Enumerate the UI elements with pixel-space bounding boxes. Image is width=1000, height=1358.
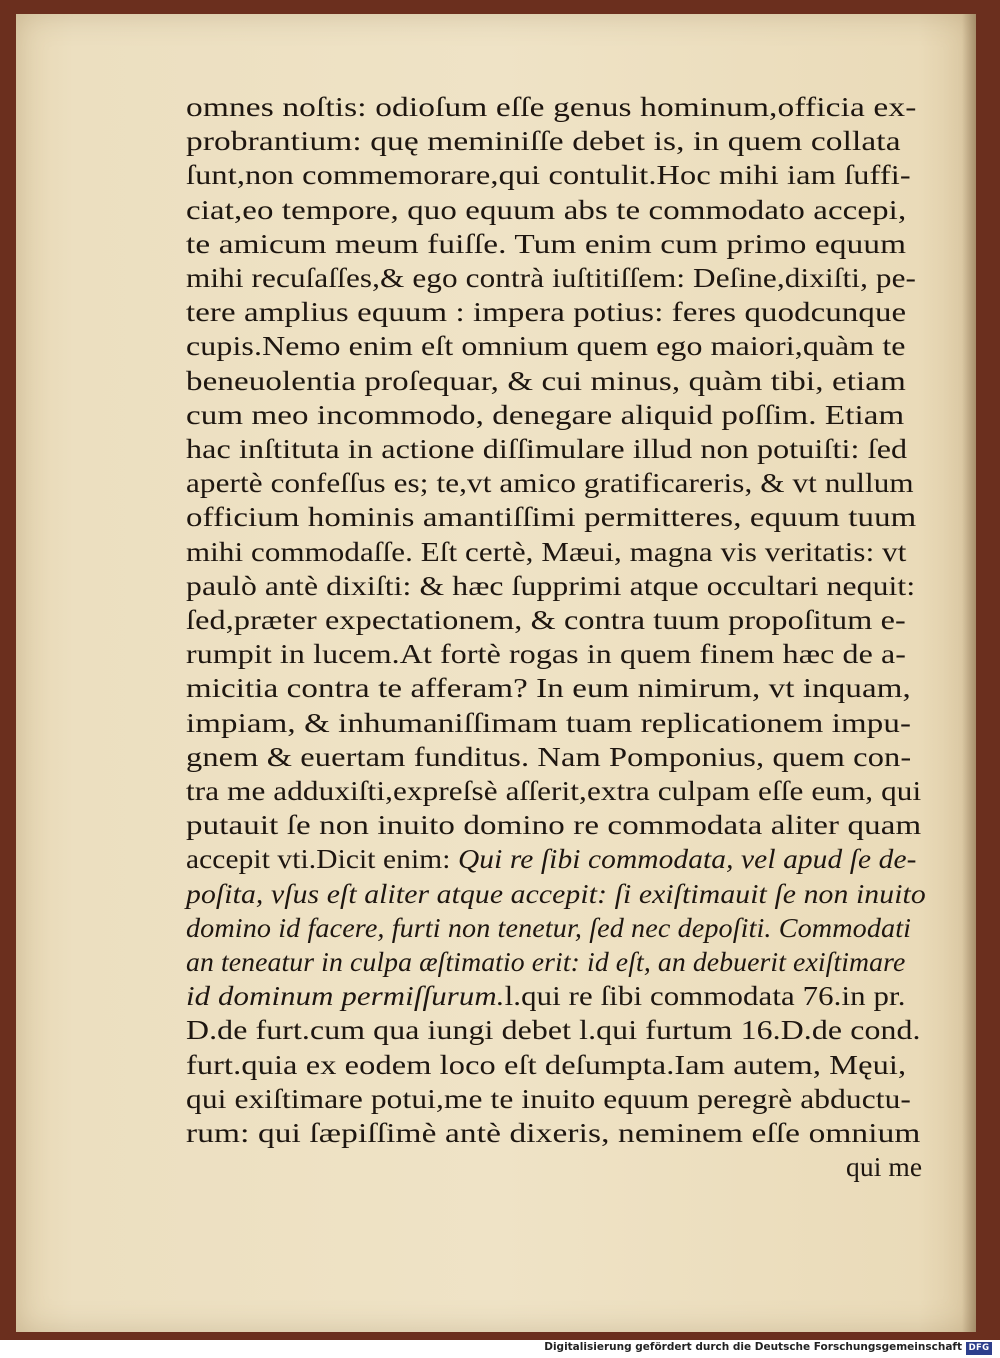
text-line: probrantium: quę meminiſſe debet is, in quem collata bbox=[186, 125, 901, 157]
text-line: apertè confeſſus es; te,vt amico gratificareris, & vt nullum bbox=[186, 467, 914, 499]
text-line: qui exiſtimare potui,me te inuito equum peregrè abductu- bbox=[186, 1082, 912, 1114]
text-line: furt.quia ex eodem loco eſt deſumpta.Iam autem, Męui, bbox=[186, 1048, 907, 1080]
text-line: ciat,eo tempore, quo equum abs te commodato accepi, bbox=[186, 193, 907, 225]
catchword: qui me bbox=[846, 1151, 923, 1183]
roman-text: l.qui re ſibi commodata 76.in pr. bbox=[504, 980, 906, 1012]
italic-quote: Qui re ſibi commodata, vel apud ſe de- bbox=[457, 843, 917, 875]
text-line: gnem & euertam funditus. Nam Pomponius, quem con- bbox=[186, 740, 912, 772]
text-line: omnes noſtis: odioſum eſſe genus hominum,officia ex- bbox=[186, 91, 917, 122]
text-line: hac inſtituta in actione diſſimulare illud non potuiſti: ſed bbox=[186, 433, 908, 464]
footer-credit: Digitalisierung gefördert durch die Deutsche Forschungsgemeinschaft bbox=[544, 1341, 962, 1353]
text-line: officium hominis amantiſſimi permitteres, equum tuum bbox=[186, 501, 917, 533]
dfg-logo: DFG bbox=[966, 1342, 992, 1355]
text-line: rum: qui ſæpiſſimè antè dixeris, neminem eſſe omnium bbox=[186, 1117, 921, 1148]
footer bbox=[0, 1340, 1000, 1358]
italic-quote: id dominum permiſſurum. bbox=[186, 980, 505, 1012]
text-line: D.de furt.cum qua iungi debet l.qui furtum 16.D.de cond. bbox=[186, 1014, 921, 1046]
text-line: poſita, vſus eſt aliter atque accepit: ſi exiſtimauit ſe non inuito bbox=[186, 877, 926, 909]
text-line: an teneatur in culpa æſtimatio erit: id eſt, an debuerit exiſtimare bbox=[186, 946, 906, 977]
text-line bbox=[186, 842, 916, 876]
text-line: cupis.Nemo enim eſt omnium quem ego maiori,quàm te bbox=[186, 330, 906, 362]
text-line bbox=[186, 979, 906, 1013]
text-line: ſed,præter expectationem, & contra tuum propoſitum e- bbox=[186, 604, 906, 635]
text-line: tra me adduxiſti,expreſsè aſſerit,extra culpam eſſe eum, qui bbox=[186, 775, 922, 806]
text-line: paulò antè dixiſti: & hæc ſupprimi atque occultari nequit: bbox=[186, 569, 916, 601]
text-line: mihi commodaſſe. Eſt certè, Mæui, magna vis veritatis: vt bbox=[186, 535, 907, 567]
text-line: putauit ſe non inuito domino re commodata aliter quam bbox=[186, 809, 922, 841]
text-line: beneuolentia proſequar, & cui minus, quàm tibi, etiam bbox=[186, 364, 906, 396]
text-line: ſunt,non commemorare,qui contulit.Hoc mihi iam ſuffi- bbox=[186, 159, 911, 191]
text-line: rumpit in lucem.At fortè rogas in quem finem hæc de a- bbox=[186, 638, 907, 670]
text-line: mihi recuſaſſes,& ego contrà iuſtitiſſem: Deſine,dixiſti, pe- bbox=[186, 262, 917, 293]
page-edge-shadow bbox=[962, 14, 976, 1332]
roman-text: accepit vti.Dicit enim: bbox=[186, 843, 458, 875]
text-line: te amicum meum fuiſſe. Tum enim cum primo equum bbox=[186, 227, 907, 259]
text-line: domino id facere, furti non tenetur, ſed nec depoſiti. Commodati bbox=[186, 911, 912, 943]
text-line: cum meo incommodo, denegare aliquid poſſim. Etiam bbox=[186, 398, 905, 430]
text-line: tere amplius equum : impera potius: feres quodcunque bbox=[186, 296, 907, 328]
text-line: impiam, & inhumaniſſimam tuam replicationem impu- bbox=[186, 706, 912, 738]
text-line: micitia contra te afferam? In eum nimirum, vt inquam, bbox=[186, 672, 911, 704]
